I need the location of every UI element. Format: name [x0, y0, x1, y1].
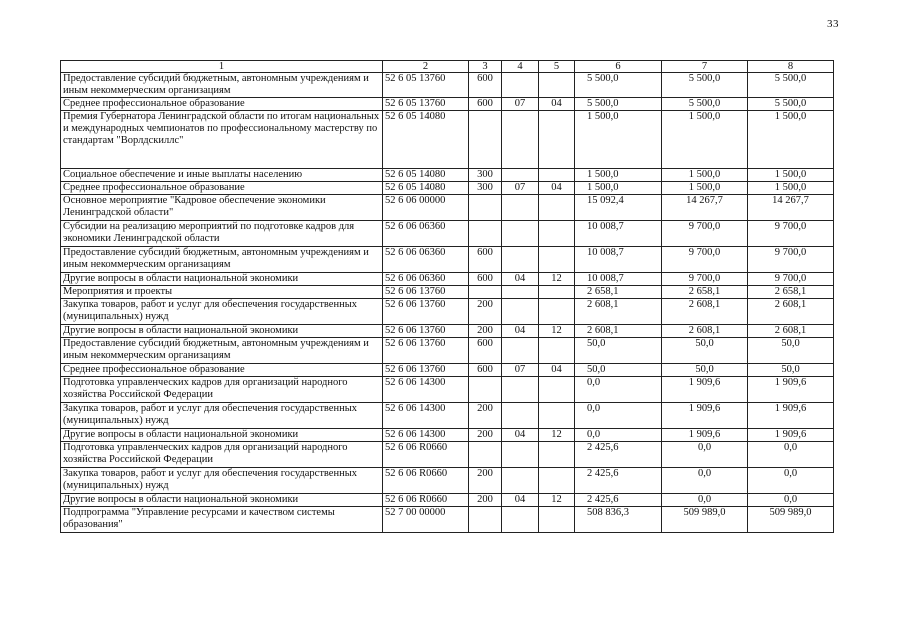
table-row: [61, 299, 834, 325]
row-subsection: [539, 111, 575, 169]
table-row: [61, 468, 834, 494]
row-amount-col7: 9 700,0: [662, 221, 748, 247]
row-name: Подпрограмма "Управление ресурсами и качеством системы образования": [61, 507, 383, 533]
row-code: 52 6 05 14080: [383, 111, 469, 169]
row-amount-col6: 2 608,1: [575, 325, 662, 338]
row-amount-col6: 2 425,6: [575, 494, 662, 507]
row-expense-type: 300: [469, 182, 502, 195]
table-row: [61, 98, 834, 111]
row-subsection: 12: [539, 273, 575, 286]
row-code: 52 6 06 13760: [383, 325, 469, 338]
row-amount-col8: 50,0: [748, 364, 834, 377]
row-expense-type: 200: [469, 468, 502, 494]
row-amount-col6: 10 008,7: [575, 273, 662, 286]
column-number-4: 4: [502, 61, 539, 73]
row-code: 52 6 06 06360: [383, 273, 469, 286]
row-amount-col8: 9 700,0: [748, 273, 834, 286]
row-subsection: [539, 221, 575, 247]
row-amount-col8: 9 700,0: [748, 221, 834, 247]
row-amount-col7: 1 909,6: [662, 403, 748, 429]
row-code: 52 6 06 14300: [383, 429, 469, 442]
row-subsection: 04: [539, 98, 575, 111]
table-row: [61, 507, 834, 533]
row-section: [502, 169, 539, 182]
table-row: [61, 111, 834, 169]
row-amount-col7: 0,0: [662, 442, 748, 468]
row-name: Другие вопросы в области национальной экономики: [61, 325, 383, 338]
row-code: 52 6 06 13760: [383, 338, 469, 364]
row-name: Закупка товаров, работ и услуг для обеспечения государственных (муниципальных) нужд: [61, 468, 383, 494]
row-name: Предоставление субсидий бюджетным, автономным учреждениям и иным некоммерческим организациям: [61, 73, 383, 98]
row-section: 07: [502, 98, 539, 111]
row-amount-col6: 50,0: [575, 364, 662, 377]
row-section: [502, 442, 539, 468]
row-section: 07: [502, 182, 539, 195]
row-expense-type: 200: [469, 299, 502, 325]
row-amount-col6: 2 658,1: [575, 286, 662, 299]
row-amount-col6: 5 500,0: [575, 73, 662, 98]
row-amount-col7: 14 267,7: [662, 195, 748, 221]
row-amount-col8: 2 608,1: [748, 325, 834, 338]
table-row: [61, 73, 834, 98]
row-amount-col6: 50,0: [575, 338, 662, 364]
row-subsection: [539, 299, 575, 325]
row-amount-col7: 1 909,6: [662, 377, 748, 403]
table-row: [61, 247, 834, 273]
row-name: Среднее профессиональное образование: [61, 98, 383, 111]
row-code: 52 6 05 13760: [383, 98, 469, 111]
row-code: 52 6 06 06360: [383, 221, 469, 247]
row-name: Мероприятия и проекты: [61, 286, 383, 299]
row-section: 04: [502, 325, 539, 338]
row-expense-type: 200: [469, 325, 502, 338]
row-name: Премия Губернатора Ленинградской области по итогам национальных и международных чемпионатов по профессиональному мастерству по стандартам "Ворлдскиллс": [61, 111, 383, 169]
row-code: 52 6 06 13760: [383, 364, 469, 377]
column-number-1: 1: [61, 61, 383, 73]
row-name: Предоставление субсидий бюджетным, автономным учреждениям и иным некоммерческим организациям: [61, 338, 383, 364]
row-name: Основное мероприятие "Кадровое обеспечение экономики Ленинградской области": [61, 195, 383, 221]
row-name: Среднее профессиональное образование: [61, 182, 383, 195]
row-amount-col7: 9 700,0: [662, 273, 748, 286]
row-amount-col6: 5 500,0: [575, 98, 662, 111]
column-number-8: 8: [748, 61, 834, 73]
row-subsection: [539, 73, 575, 98]
row-name: Среднее профессиональное образование: [61, 364, 383, 377]
row-amount-col7: 1 500,0: [662, 111, 748, 169]
row-amount-col6: 10 008,7: [575, 221, 662, 247]
row-amount-col6: 1 500,0: [575, 182, 662, 195]
column-number-3: 3: [469, 61, 502, 73]
row-amount-col8: 509 989,0: [748, 507, 834, 533]
row-amount-col6: 508 836,3: [575, 507, 662, 533]
table-row: [61, 195, 834, 221]
row-section: 04: [502, 273, 539, 286]
table-row: [61, 442, 834, 468]
row-expense-type: [469, 507, 502, 533]
row-amount-col8: 0,0: [748, 494, 834, 507]
table-row: [61, 429, 834, 442]
row-amount-col8: 50,0: [748, 338, 834, 364]
row-section: [502, 403, 539, 429]
table-row: [61, 182, 834, 195]
row-amount-col8: 1 909,6: [748, 377, 834, 403]
row-amount-col8: 1 500,0: [748, 111, 834, 169]
column-number-2: 2: [383, 61, 469, 73]
row-amount-col7: 50,0: [662, 338, 748, 364]
row-amount-col6: 1 500,0: [575, 169, 662, 182]
row-amount-col8: 5 500,0: [748, 73, 834, 98]
row-expense-type: 600: [469, 247, 502, 273]
table-row: [61, 325, 834, 338]
row-amount-col7: 9 700,0: [662, 247, 748, 273]
row-subsection: 12: [539, 429, 575, 442]
row-amount-col6: 15 092,4: [575, 195, 662, 221]
row-section: [502, 377, 539, 403]
row-section: [502, 507, 539, 533]
row-amount-col7: 5 500,0: [662, 73, 748, 98]
row-amount-col6: 2 425,6: [575, 468, 662, 494]
row-name: Другие вопросы в области национальной экономики: [61, 429, 383, 442]
row-subsection: [539, 286, 575, 299]
row-amount-col7: 2 608,1: [662, 325, 748, 338]
row-name: Другие вопросы в области национальной экономики: [61, 494, 383, 507]
row-expense-type: 300: [469, 169, 502, 182]
row-code: 52 6 06 06360: [383, 247, 469, 273]
row-section: [502, 286, 539, 299]
row-subsection: [539, 377, 575, 403]
row-expense-type: [469, 377, 502, 403]
row-code: 52 6 06 R0660: [383, 442, 469, 468]
row-section: 04: [502, 429, 539, 442]
row-amount-col6: 10 008,7: [575, 247, 662, 273]
row-section: [502, 111, 539, 169]
row-amount-col7: 1 500,0: [662, 182, 748, 195]
row-amount-col7: 2 608,1: [662, 299, 748, 325]
row-amount-col8: 5 500,0: [748, 98, 834, 111]
row-amount-col8: 14 267,7: [748, 195, 834, 221]
row-amount-col8: 0,0: [748, 468, 834, 494]
row-amount-col7: 0,0: [662, 468, 748, 494]
page-number: 33: [827, 18, 839, 30]
row-amount-col8: 1 909,6: [748, 403, 834, 429]
table-row: [61, 364, 834, 377]
row-name: Предоставление субсидий бюджетным, автономным учреждениям и иным некоммерческим организациям: [61, 247, 383, 273]
row-subsection: [539, 247, 575, 273]
row-expense-type: 200: [469, 403, 502, 429]
row-amount-col8: 1 500,0: [748, 182, 834, 195]
row-name: Подготовка управленческих кадров для организаций народного хозяйства Российской Федерации: [61, 377, 383, 403]
column-number-6: 6: [575, 61, 662, 73]
row-section: [502, 468, 539, 494]
row-amount-col7: 1 500,0: [662, 169, 748, 182]
row-amount-col7: 0,0: [662, 494, 748, 507]
row-code: 52 6 05 14080: [383, 169, 469, 182]
row-name: Другие вопросы в области национальной экономики: [61, 273, 383, 286]
row-name: Закупка товаров, работ и услуг для обеспечения государственных (муниципальных) нужд: [61, 403, 383, 429]
row-code: 52 6 06 R0660: [383, 494, 469, 507]
row-expense-type: [469, 442, 502, 468]
row-amount-col8: 1 500,0: [748, 169, 834, 182]
column-number-7: 7: [662, 61, 748, 73]
row-expense-type: 200: [469, 429, 502, 442]
row-amount-col8: 0,0: [748, 442, 834, 468]
row-amount-col8: 2 658,1: [748, 286, 834, 299]
row-subsection: 04: [539, 182, 575, 195]
table-row: [61, 403, 834, 429]
row-name: Подготовка управленческих кадров для организаций народного хозяйства Российской Федерации: [61, 442, 383, 468]
row-section: [502, 73, 539, 98]
row-expense-type: [469, 111, 502, 169]
row-expense-type: 600: [469, 73, 502, 98]
row-amount-col6: 0,0: [575, 429, 662, 442]
row-amount-col6: 2 425,6: [575, 442, 662, 468]
row-section: [502, 338, 539, 364]
row-section: [502, 247, 539, 273]
row-code: 52 6 06 14300: [383, 403, 469, 429]
row-amount-col8: 2 608,1: [748, 299, 834, 325]
row-subsection: 04: [539, 364, 575, 377]
row-subsection: [539, 442, 575, 468]
row-subsection: 12: [539, 325, 575, 338]
row-amount-col6: 1 500,0: [575, 111, 662, 169]
table-row: [61, 169, 834, 182]
table-row: [61, 377, 834, 403]
row-amount-col8: 1 909,6: [748, 429, 834, 442]
row-code: 52 7 00 00000: [383, 507, 469, 533]
row-expense-type: [469, 195, 502, 221]
row-expense-type: 200: [469, 494, 502, 507]
row-amount-col7: 1 909,6: [662, 429, 748, 442]
row-section: 04: [502, 494, 539, 507]
row-expense-type: 600: [469, 338, 502, 364]
row-expense-type: [469, 221, 502, 247]
column-number-row: [61, 61, 834, 73]
row-code: 52 6 05 14080: [383, 182, 469, 195]
row-expense-type: [469, 286, 502, 299]
row-subsection: [539, 195, 575, 221]
row-amount-col7: 50,0: [662, 364, 748, 377]
row-expense-type: 600: [469, 98, 502, 111]
row-subsection: [539, 403, 575, 429]
row-subsection: [539, 507, 575, 533]
row-expense-type: 600: [469, 273, 502, 286]
row-code: 52 6 05 13760: [383, 73, 469, 98]
row-code: 52 6 06 13760: [383, 299, 469, 325]
table-row: [61, 221, 834, 247]
row-name: Закупка товаров, работ и услуг для обеспечения государственных (муниципальных) нужд: [61, 299, 383, 325]
row-subsection: [539, 169, 575, 182]
row-subsection: 12: [539, 494, 575, 507]
budget-table: [60, 60, 834, 533]
row-subsection: [539, 468, 575, 494]
row-code: 52 6 06 R0660: [383, 468, 469, 494]
row-amount-col6: 0,0: [575, 403, 662, 429]
row-code: 52 6 06 00000: [383, 195, 469, 221]
row-amount-col7: 509 989,0: [662, 507, 748, 533]
row-name: Социальное обеспечение и иные выплаты населению: [61, 169, 383, 182]
row-section: [502, 195, 539, 221]
row-section: [502, 299, 539, 325]
row-amount-col6: 0,0: [575, 377, 662, 403]
table-row: [61, 286, 834, 299]
row-amount-col7: 2 658,1: [662, 286, 748, 299]
row-amount-col7: 5 500,0: [662, 98, 748, 111]
row-subsection: [539, 338, 575, 364]
column-number-5: 5: [539, 61, 575, 73]
table-row: [61, 338, 834, 364]
row-expense-type: 600: [469, 364, 502, 377]
row-name: Субсидии на реализацию мероприятий по подготовке кадров для экономики Ленинградской области: [61, 221, 383, 247]
row-code: 52 6 06 13760: [383, 286, 469, 299]
table-row: [61, 273, 834, 286]
row-section: 07: [502, 364, 539, 377]
row-code: 52 6 06 14300: [383, 377, 469, 403]
row-section: [502, 221, 539, 247]
row-amount-col6: 2 608,1: [575, 299, 662, 325]
row-amount-col8: 9 700,0: [748, 247, 834, 273]
table-row: [61, 494, 834, 507]
